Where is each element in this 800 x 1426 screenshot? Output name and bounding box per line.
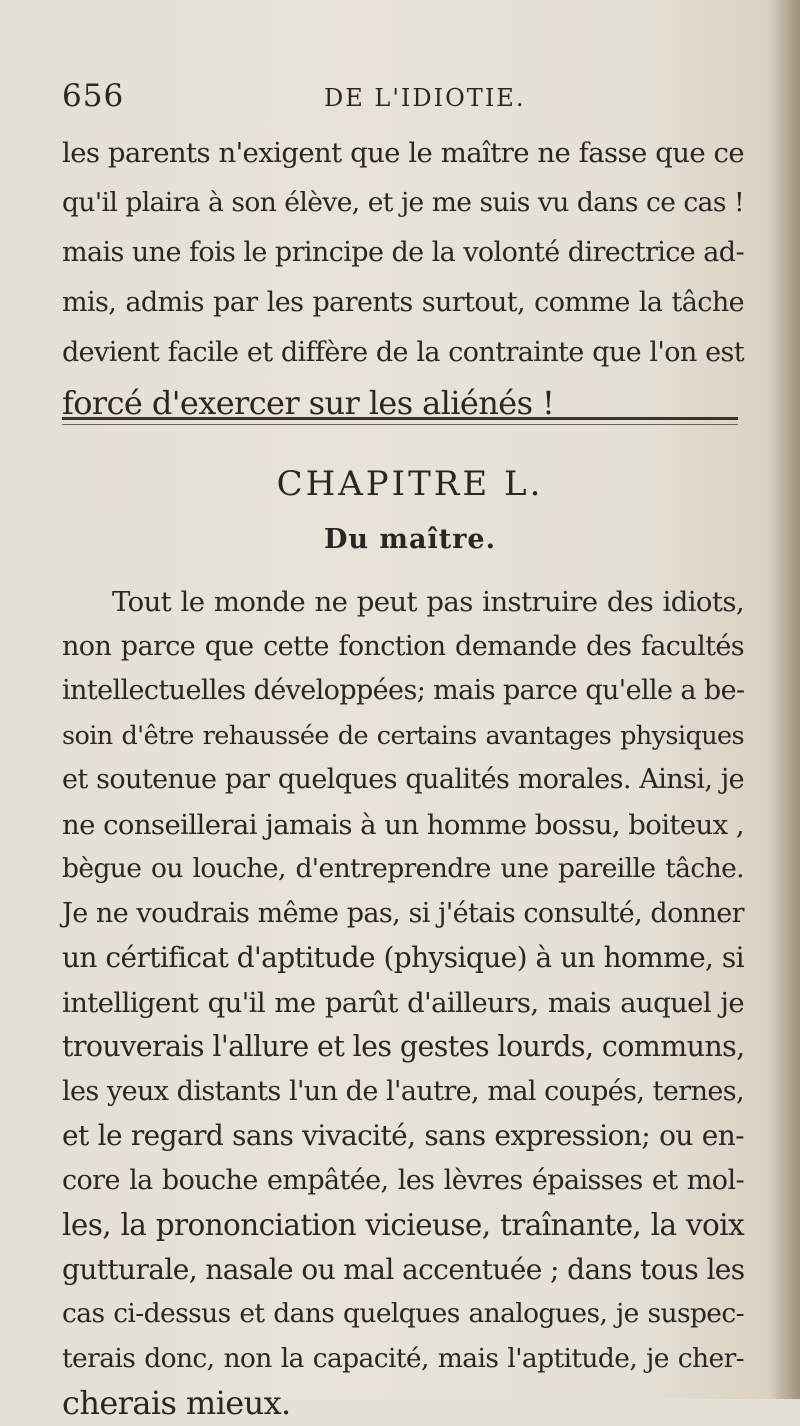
text-line: gutturale, nasale ou mal accentuée ; dans tous les (62, 1252, 745, 1286)
section-divider (62, 417, 738, 420)
section-divider-thin (62, 424, 738, 425)
chapter-title: CHAPITRE L. (276, 464, 544, 504)
text-line: intellectuelles développées; mais parce qu'elle a be- (62, 675, 745, 706)
text-line: et soutenue par quelques qualités morales. Ainsi, je (62, 764, 744, 795)
paragraph-1 (62, 128, 744, 428)
text-line: cas ci-dessus et dans quelques analogues, je suspec- (62, 1298, 744, 1329)
text-line: les, la prononciation vicieuse, traînante, la voix (62, 1208, 744, 1242)
text-line: mais une fois le principe de la volonté directrice ad- (62, 237, 744, 268)
text-line: non parce que cette fonction demande des facultés (62, 630, 744, 662)
page-number: 656 (62, 78, 125, 114)
text-line: mis, admis par les parents surtout, comme la tâche (62, 287, 744, 318)
text-line: forcé d'exercer sur les aliénés ! (62, 384, 555, 422)
running-head: DE L'IDIOTIE. (324, 84, 526, 112)
text-line: ne conseillerai jamais à un homme bossu, boiteux , (62, 808, 744, 841)
page-header (62, 78, 742, 118)
page-edge-shadow (770, 0, 800, 1399)
text-line: bègue ou louche, d'entreprendre une pareille tâche. (62, 853, 744, 884)
text-line: cherais mieux. (62, 1384, 291, 1422)
chapter-subtitle: Du maître. (323, 524, 497, 555)
text-line: qu'il plaira à son élève, et je me suis vu dans ce cas ! (62, 187, 744, 218)
text-line: et le regard sans vivacité, sans expression; ou en- (62, 1119, 744, 1152)
text-line: terais donc, non la capacité, mais l'aptitude, je cher- (62, 1342, 744, 1374)
text-line: les yeux distants l'un de l'autre, mal coupés, ternes, (62, 1075, 744, 1107)
text-line: Je ne voudrais même pas, si j'étais consulté, donner (62, 897, 744, 929)
text-line: un cértificat d'aptitude (physique) à un homme, si (62, 941, 744, 974)
text-line: soin d'être rehaussée de certains avantages physiques (62, 720, 744, 751)
text-line: trouverais l'allure et les gestes lourds, communs, (62, 1030, 745, 1063)
text-line: Tout le monde ne peut pas instruire des idiots, (112, 586, 744, 618)
text-line: intelligent qu'il me parût d'ailleurs, mais auquel je (62, 986, 744, 1019)
text-line: les parents n'exigent que le maître ne fasse que ce (62, 137, 744, 169)
paragraph-2 (62, 580, 744, 1426)
text-line: core la bouche empâtée, les lèvres épaisses et mol- (62, 1164, 744, 1196)
text-line: devient facile et diffère de la contrainte que l'on est (62, 337, 744, 368)
